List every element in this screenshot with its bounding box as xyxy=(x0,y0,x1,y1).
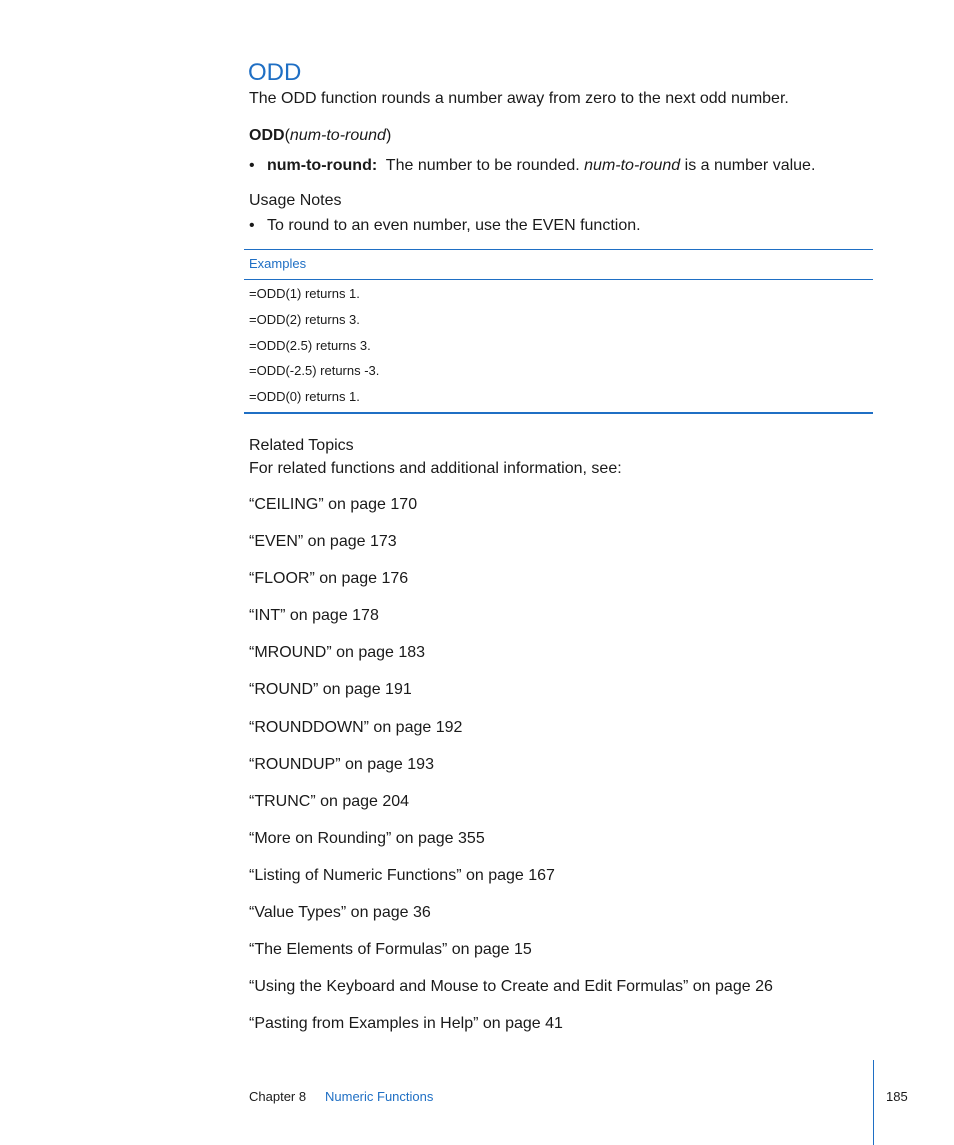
bullet-marker: • xyxy=(249,217,255,234)
footer-divider xyxy=(873,1060,874,1145)
examples-heading: Examples xyxy=(249,256,307,271)
usage-note-item xyxy=(249,215,641,237)
related-link-keyboard-mouse-formulas[interactable]: “Using the Keyboard and Mouse to Create and Edit Formulas” on page 26 xyxy=(249,978,773,996)
page-title: ODD xyxy=(248,59,302,86)
related-link-more-on-rounding[interactable]: “More on Rounding” on page 355 xyxy=(249,829,485,847)
related-link-trunc[interactable]: “TRUNC” on page 204 xyxy=(249,792,410,810)
related-link-rounddown[interactable]: “ROUNDDOWN” on page 192 xyxy=(249,718,463,736)
syntax-open-paren: ( xyxy=(284,127,290,144)
related-link-mround[interactable]: “MROUND” on page 183 xyxy=(249,644,426,662)
syntax-close-paren: ) xyxy=(385,127,392,144)
example-row: =ODD(2) returns 3. xyxy=(249,312,360,327)
related-link-int[interactable]: “INT” on page 178 xyxy=(249,607,379,625)
related-link-roundup[interactable]: “ROUNDUP” on page 193 xyxy=(249,755,434,773)
syntax-function-name: ODD xyxy=(249,127,285,144)
argument-ref: num-to-round xyxy=(584,157,681,174)
example-row: =ODD(0) returns 1. xyxy=(249,389,360,404)
argument-description xyxy=(249,155,815,177)
example-row: =ODD(1) returns 1. xyxy=(249,286,360,301)
example-row: =ODD(-2.5) returns -3. xyxy=(249,363,380,378)
argument-tail: is a number value. xyxy=(684,157,816,174)
footer-section-link[interactable]: Numeric Functions xyxy=(325,1089,434,1104)
examples-table xyxy=(244,249,873,414)
examples-header xyxy=(244,250,873,280)
bullet-marker: • xyxy=(249,157,255,174)
related-link-even[interactable]: “EVEN” on page 173 xyxy=(249,533,397,551)
related-topics-list xyxy=(249,494,773,1050)
footer-chapter: Chapter 8 xyxy=(249,1089,307,1104)
related-link-floor[interactable]: “FLOOR” on page 176 xyxy=(249,570,409,588)
argument-text: The number to be rounded. xyxy=(385,157,580,174)
related-link-pasting-examples[interactable]: “Pasting from Examples in Help” on page 41 xyxy=(249,1015,563,1033)
related-link-elements-of-formulas[interactable]: “The Elements of Formulas” on page 15 xyxy=(249,941,532,959)
usage-note-text: To round to an even number, use the EVEN function. xyxy=(267,217,641,234)
function-syntax xyxy=(249,125,391,147)
page-number: 185 xyxy=(886,1089,908,1104)
argument-name: num-to-round: xyxy=(267,157,378,174)
related-link-value-types[interactable]: “Value Types” on page 36 xyxy=(249,904,431,922)
usage-notes-heading: Usage Notes xyxy=(249,192,342,209)
example-row: =ODD(2.5) returns 3. xyxy=(249,338,371,353)
related-link-numeric-functions[interactable]: “Listing of Numeric Functions” on page 167 xyxy=(249,866,555,884)
syntax-argument: num-to-round xyxy=(289,127,386,144)
related-link-round[interactable]: “ROUND” on page 191 xyxy=(249,681,412,699)
function-description: The ODD function rounds a number away from zero to the next odd number. xyxy=(249,90,789,107)
related-topics-intro: For related functions and additional information, see: xyxy=(249,460,622,477)
related-link-ceiling[interactable]: “CEILING” on page 170 xyxy=(249,496,418,513)
related-topics-heading: Related Topics xyxy=(249,437,354,454)
